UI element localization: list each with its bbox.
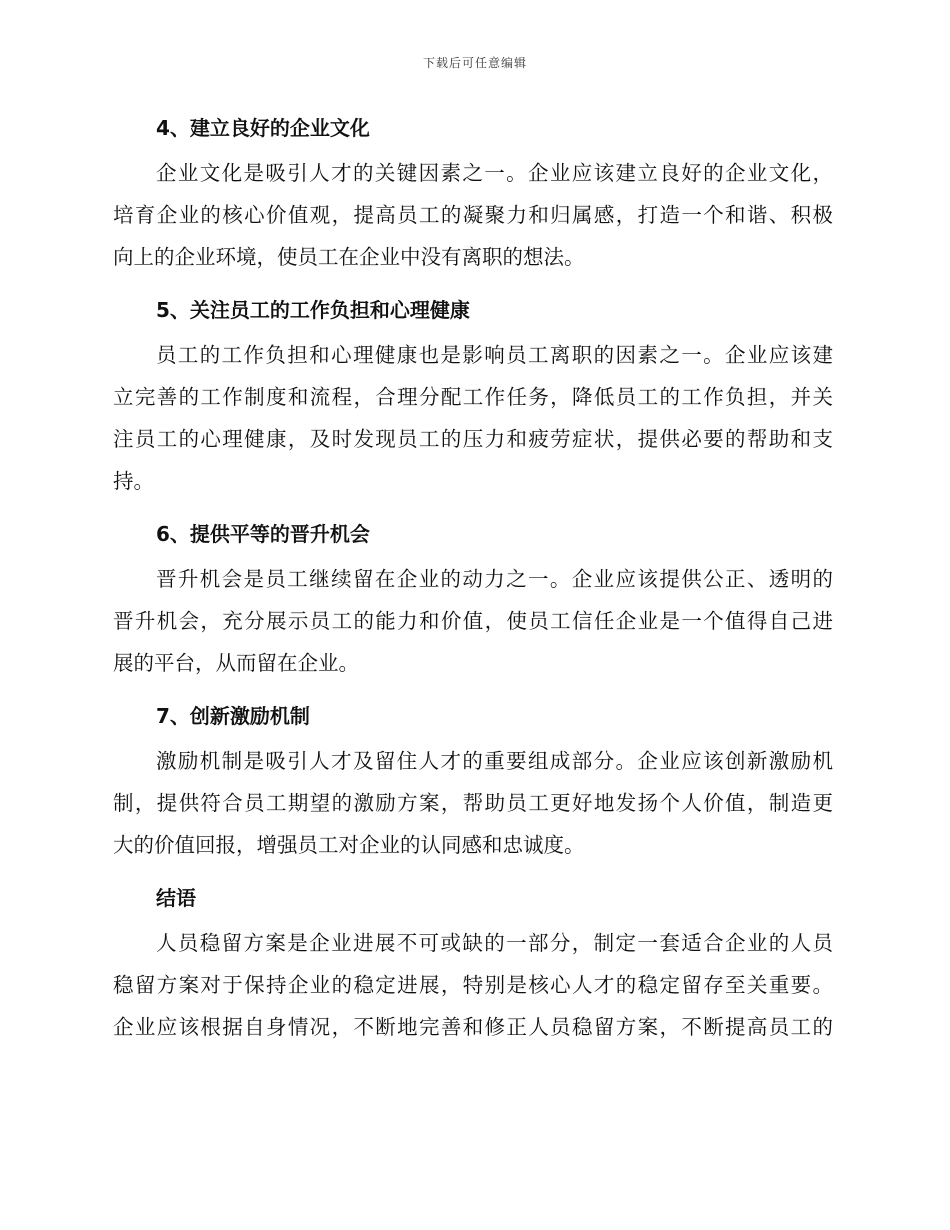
paragraph-line: 激励机制是吸引人才及留住人才的重要组成部分。企业应该创新激励机 bbox=[156, 749, 833, 773]
document-body bbox=[113, 104, 833, 1056]
page-header: 下载后可任意编辑 bbox=[422, 56, 527, 70]
paragraph-line: 企业应该根据自身情况，不断地完善和修正人员稳留方案，不断提高员工的 bbox=[113, 1015, 833, 1039]
paragraph-line: 企业文化是吸引人才的关键因素之一。企业应该建立良好的企业文化， bbox=[156, 161, 833, 185]
paragraph-line: 晋升机会是员工继续留在企业的动力之一。企业应该提供公正、透明的 bbox=[156, 567, 833, 591]
section-heading-7: 7、创新激励机制 bbox=[156, 704, 310, 728]
section-paragraph-conclusion bbox=[113, 922, 833, 1048]
section-heading-conclusion: 结语 bbox=[156, 886, 196, 910]
paragraph-line: 人员稳留方案是企业进展不可或缺的一部分，制定一套适合企业的人员 bbox=[156, 931, 833, 955]
section-paragraph-5 bbox=[113, 334, 833, 502]
paragraph-line: 稳留方案对于保持企业的稳定进展，特别是核心人才的稳定留存至关重要。 bbox=[113, 973, 833, 997]
paragraph-line: 立完善的工作制度和流程，合理分配工作任务，降低员工的工作负担，并关 bbox=[113, 385, 833, 409]
paragraph-line: 员工的工作负担和心理健康也是影响员工离职的因素之一。企业应该建 bbox=[156, 343, 833, 367]
section-heading-6: 6、提供平等的晋升机会 bbox=[156, 522, 370, 546]
paragraph-line: 展的平台，从而留在企业。 bbox=[113, 651, 359, 675]
paragraph-line: 向上的企业环境，使员工在企业中没有离职的想法。 bbox=[113, 245, 585, 269]
section-paragraph-6 bbox=[113, 558, 833, 684]
paragraph-line: 晋升机会，充分展示员工的能力和价值，使员工信任企业是一个值得自己进 bbox=[113, 609, 833, 633]
paragraph-line: 培育企业的核心价值观，提高员工的凝聚力和归属感，打造一个和谐、积极 bbox=[113, 203, 833, 227]
paragraph-line: 注员工的心理健康，及时发现员工的压力和疲劳症状，提供必要的帮助和支 bbox=[113, 427, 833, 451]
section-paragraph-4 bbox=[113, 152, 833, 278]
paragraph-line: 持。 bbox=[113, 469, 154, 493]
section-heading-4: 4、建立良好的企业文化 bbox=[156, 116, 370, 140]
paragraph-line: 制，提供符合员工期望的激励方案，帮助员工更好地发扬个人价值，制造更 bbox=[113, 791, 833, 815]
section-paragraph-7 bbox=[113, 740, 833, 866]
paragraph-line: 大的价值回报，增强员工对企业的认同感和忠诚度。 bbox=[113, 833, 585, 857]
section-heading-5: 5、关注员工的工作负担和心理健康 bbox=[156, 298, 470, 322]
